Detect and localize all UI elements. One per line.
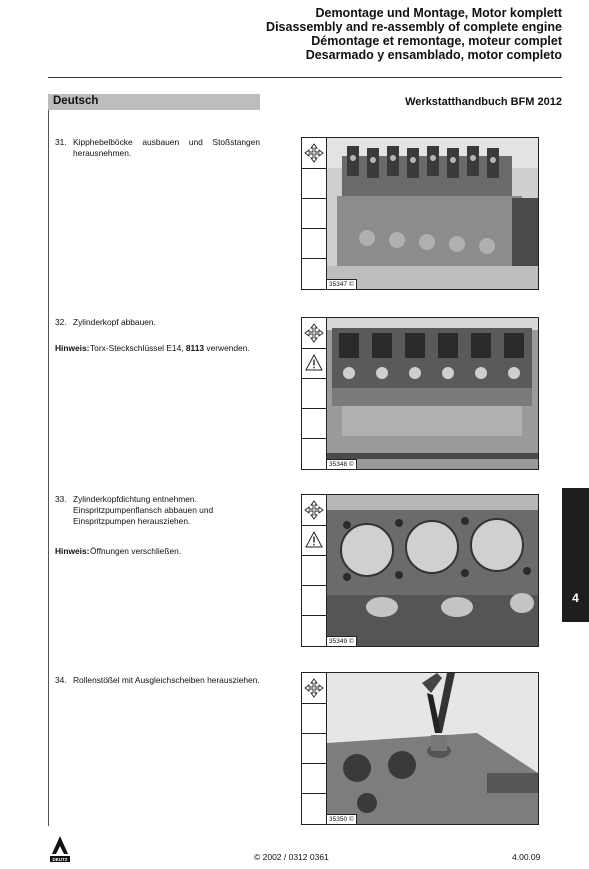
header-rule (48, 77, 562, 78)
manual-title: Werkstatthandbuch BFM 2012 (405, 96, 562, 108)
title-english: Disassembly and re-assembly of complete engine (266, 20, 562, 34)
figure-35350 (301, 672, 539, 825)
engine-photo (327, 138, 538, 289)
hint-32 (55, 343, 260, 354)
step-number: 34. (55, 675, 67, 685)
step-text: Zylinderkopfdichtung entnehmen. Einspritzpumpenflansch abbauen und Einspritzpumpen herausziehen. (73, 494, 214, 526)
cylinder-block-photo (327, 495, 538, 646)
title-german: Demontage und Montage, Motor komplett (315, 6, 562, 20)
warning-icon (302, 348, 326, 379)
figure-icon-column (302, 138, 327, 289)
step-34 (55, 675, 260, 686)
step-text: Zylinderkopf abbauen. (73, 317, 156, 327)
hint-label: Hinweis: (55, 343, 90, 353)
figure-35347 (301, 137, 539, 290)
deutz-logo (48, 834, 72, 864)
step-number: 31. (55, 137, 67, 147)
figure-35349 (301, 494, 539, 647)
title-french: Démontage et remontage, moteur complet (311, 34, 562, 48)
move-icon (302, 138, 326, 169)
title-spanish: Desarmado y ensamblado, motor completo (305, 48, 562, 62)
figure-35348 (301, 317, 539, 470)
figure-icon-column (302, 318, 327, 469)
figure-number: 35348 © (327, 459, 357, 469)
step-32 (55, 317, 260, 328)
figure-number: 35350 © (327, 814, 357, 824)
step-text: Kipphebelböcke ausbauen und Stoßstangen herausnehmen. (73, 137, 260, 158)
figure-icon-column (302, 495, 327, 646)
step-number: 32. (55, 317, 67, 327)
hint-33 (55, 546, 260, 557)
step-text: Rollenstößel mit Ausgleichscheiben herausziehen. (73, 675, 260, 685)
svg-text:DEUTZ: DEUTZ (52, 857, 68, 862)
tappet-removal-photo (327, 673, 538, 824)
page-number: 4.00.09 (512, 852, 541, 862)
left-margin-line (48, 110, 49, 826)
chapter-number: 4 (572, 591, 579, 605)
step-33 (55, 494, 260, 527)
move-icon (302, 673, 326, 704)
warning-icon (302, 525, 326, 556)
step-31 (55, 137, 260, 159)
header-titles (266, 6, 562, 62)
figure-number: 35347 © (327, 279, 357, 289)
footer-copyright: © 2002 / 0312 0361 (254, 852, 329, 862)
language-label: Deutsch (53, 95, 99, 107)
language-bar (48, 94, 260, 110)
hint-label: Hinweis: (55, 546, 90, 556)
figure-number: 35349 © (327, 636, 357, 646)
figure-icon-column (302, 673, 327, 824)
hint-text: Torx-Steckschlüssel E14, 8113 verwenden. (90, 343, 250, 353)
step-number: 33. (55, 494, 67, 504)
move-icon (302, 318, 326, 349)
chapter-tab[interactable] (562, 488, 589, 622)
cylinder-head-photo (327, 318, 538, 469)
hint-text: Öffnungen verschließen. (90, 546, 182, 556)
move-icon (302, 495, 326, 526)
